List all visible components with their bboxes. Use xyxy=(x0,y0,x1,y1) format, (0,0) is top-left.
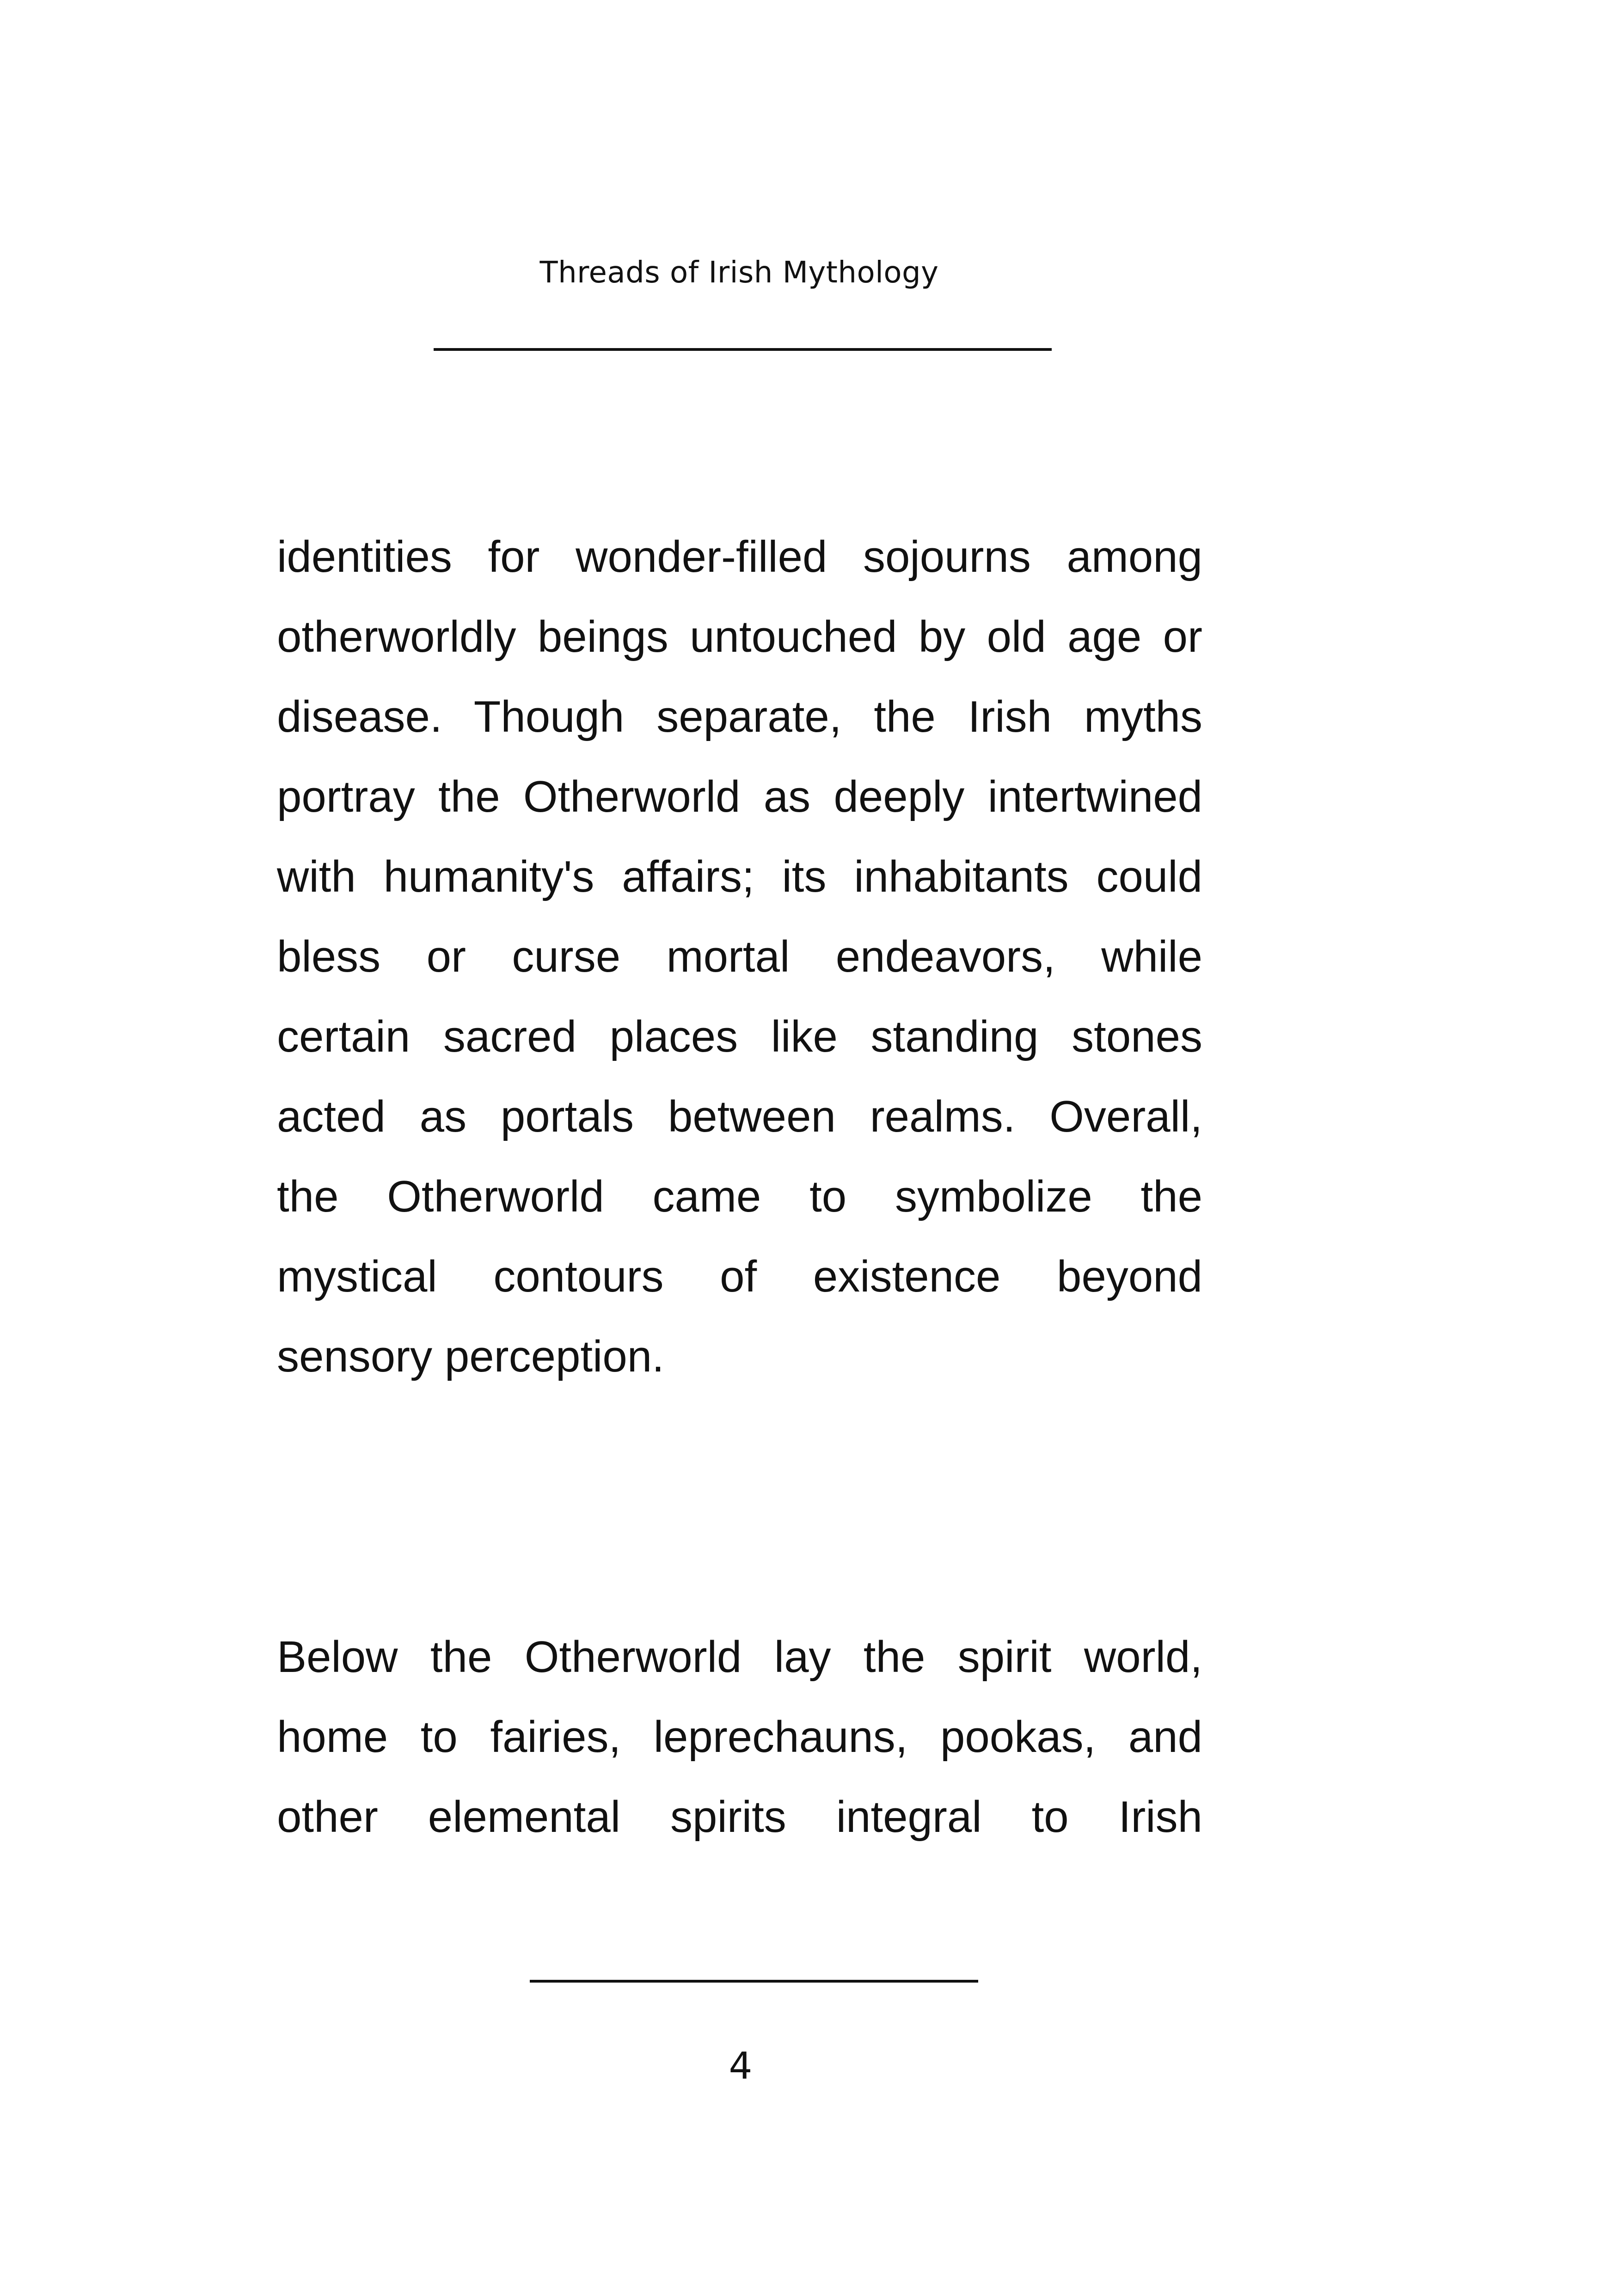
text-line: sensory perception. xyxy=(277,1332,664,1381)
text-line: portray the Otherworld as deeply intertwined xyxy=(277,772,1202,821)
body-paragraph xyxy=(277,1617,1202,1857)
text-line: Below the Otherworld lay the spirit world, xyxy=(277,1632,1202,1682)
text-line: acted as portals between realms. Overall, xyxy=(277,1092,1202,1141)
text-line: home to fairies, leprechauns, pookas, and xyxy=(277,1712,1202,1762)
running-header: Threads of Irish Mythology xyxy=(539,256,939,290)
text-line: certain sacred places like standing stones xyxy=(277,1012,1202,1061)
header-divider xyxy=(434,348,1052,351)
footer-divider xyxy=(530,1980,978,1983)
text-line: other elemental spirits integral to Irish xyxy=(277,1792,1202,1842)
text-line: with humanity's affairs; its inhabitants could xyxy=(277,852,1202,901)
text-line: mystical contours of existence beyond xyxy=(277,1252,1202,1301)
text-line: otherworldly beings untouched by old age or xyxy=(277,612,1202,661)
text-line: bless or curse mortal endeavors, while xyxy=(277,932,1202,981)
text-line: disease. Though separate, the Irish myths xyxy=(277,692,1202,741)
text-line: the Otherworld came to symbolize the xyxy=(277,1172,1202,1221)
page-number: 4 xyxy=(729,2045,753,2088)
text-line: identities for wonder-filled sojourns among xyxy=(277,532,1202,582)
body-paragraph xyxy=(277,517,1202,1396)
